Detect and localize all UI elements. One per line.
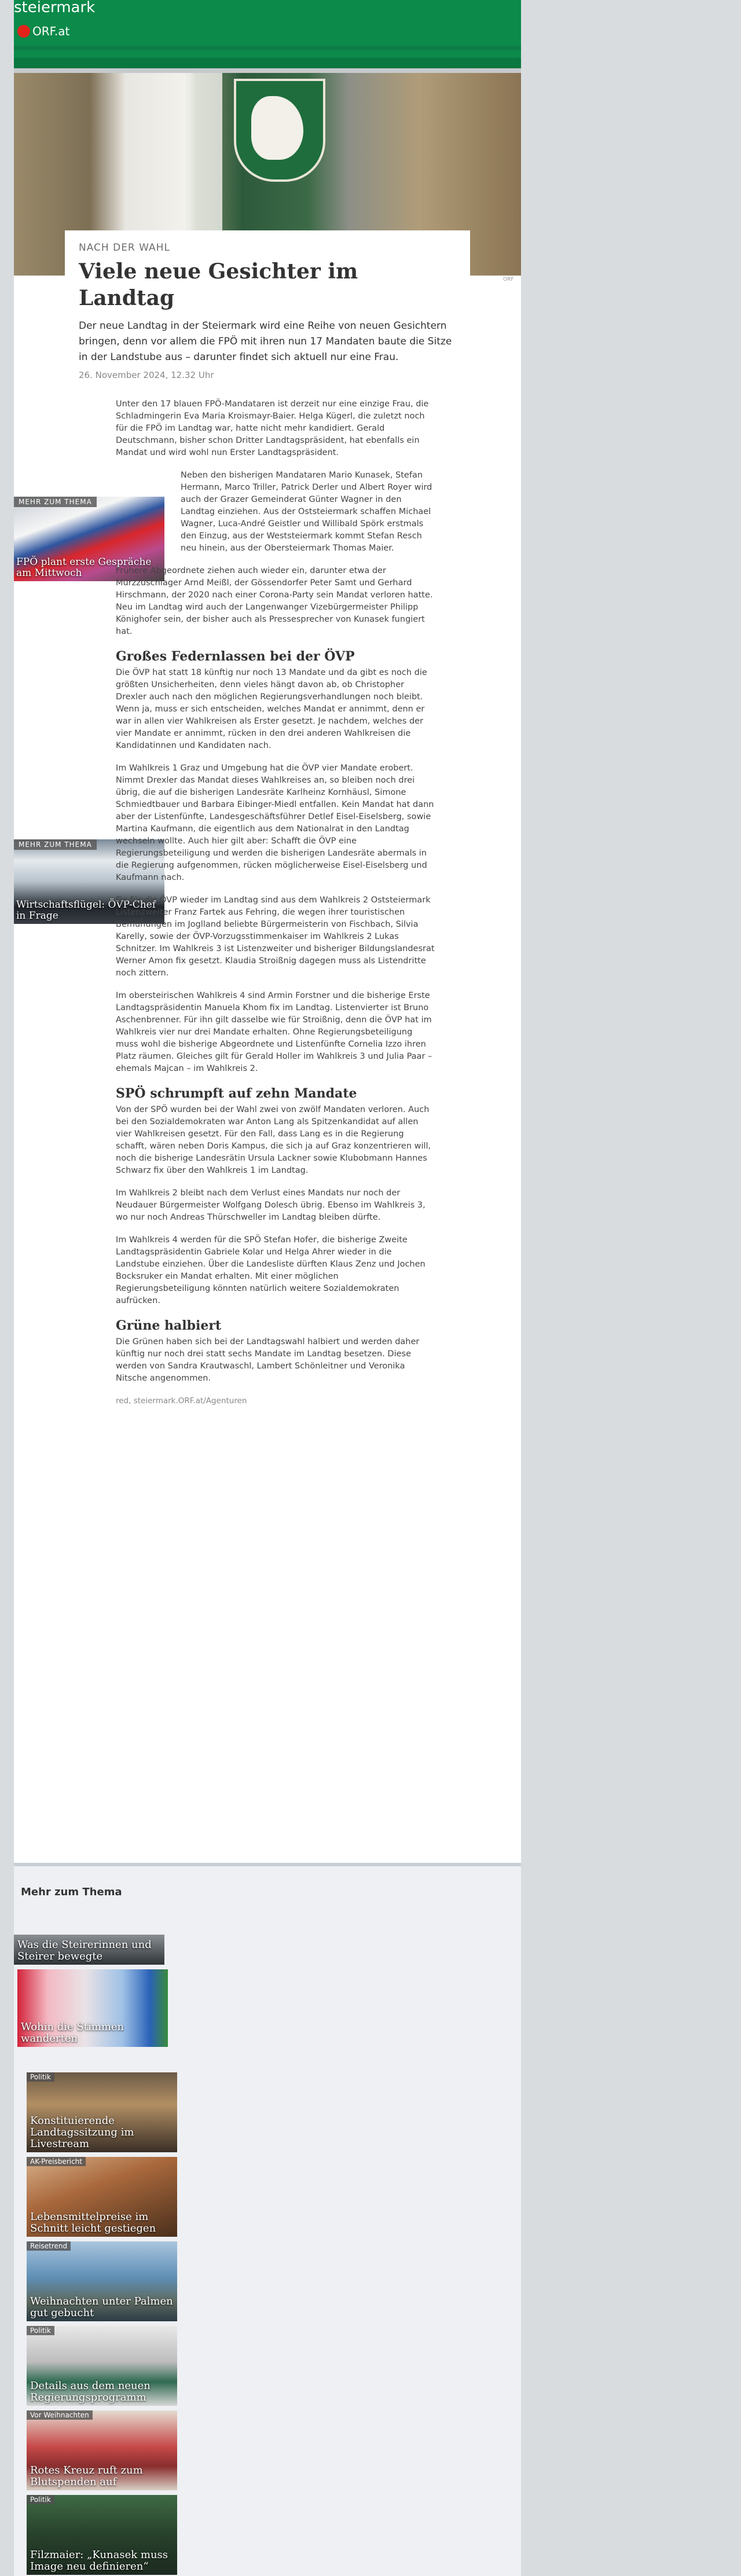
right-gutter	[521, 0, 741, 2576]
teaser-caption: Wirtschaftsflügel: ÖVP-Chef in Frage	[16, 899, 156, 922]
paragraph: Von der SPÖ wurden bei der Wahl zwei von zwölf Mandaten verloren. Auch bei den Sozialdemokraten war Anton Lang als Spitzenkandidat auf allen vier Wahlkreisen gesetzt. Für den Fall, dass Lang es in die Regierung schafft, wären neben Doris Kampus, die sich ja auf Graz konzentrieren will, noch die bisherige Landesrätin Ursula Lackner sowie Klubobmann Hannes Schwarz fix über den Wahlkreis 1 im Landtag.	[116, 1105, 431, 1175]
card-caption: Details aus dem neuen Regierungsprogramm	[30, 2380, 151, 2403]
header-band-lower	[14, 58, 521, 68]
teaser-caption: FPÖ plant erste Gespräche am Mittwoch	[16, 556, 152, 579]
card-caption: Filzmaier: „Kunasek muss Image neu definieren“	[30, 2549, 168, 2573]
more-card[interactable]	[27, 2495, 177, 2575]
paragraph: Neben den bisherigen Mandataren Mario Kunasek, Stefan Hermann, Marco Triller, Patrick Derler und Albert Royer wird auch der Grazer Gemeinderat Günter Wagner in den Landtag einziehen. Aus der Oststeiermark schaffen Michael Wagner, Luca-André Geistler und Willibald Spörk erstmals den Einzug, aus der Weststeiermark kommt Stefan Resch neu hinein, aus der Obersteiermark Thomas Maier.	[181, 471, 432, 553]
paragraph: Im Wahlkreis 1 Graz und Umgebung hat die ÖVP vier Mandate erobert. Nimmt Drexler das Mandat dieses Wahlkreises an, so bleiben noch drei übrig, die auf die bisherigen Landesräte Karlheinz Kornhäusl, Simone Schmiedtbauer und Barbara Eibinger-Miedl entfallen. Kein Mandat hat dann aber der Listenfünfte, Landesgeschäftsführer Detlef Eisel-Eiselsberg, sowie Martina Kaufmann, die eigentlich aus dem Nationalrat in den Landtag wechseln wollte. Auch hier gilt aber: Schafft die ÖVP eine Regierungsbeteiligung und werden die bisherigen Landesräte abermals in die Regierung aufgenommen, rücken möglicherweise Eisel-Eiselsberg und Kaufmann nach.	[116, 764, 434, 882]
section-heading: Grüne halbiert	[116, 1318, 222, 1333]
card-caption: Weihnachten unter Palmen gut gebucht	[30, 2295, 173, 2319]
orf-logo-text: ORF.at	[32, 24, 70, 38]
more-card[interactable]	[14, 1935, 164, 1965]
more-card[interactable]	[27, 2326, 177, 2406]
site-header	[14, 0, 521, 68]
article-lead: Der neue Landtag in der Steiermark wird eine Reihe von neuen Gesichtern bringen, denn vor allem die FPÖ mit ihren nun 17 Mandaten baute die Sitze in der Landstube aus – darunter findet sich aktuell nur eine Frau.	[79, 320, 452, 363]
paragraph: Frühere Abgeordnete ziehen auch wieder ein, darunter etwa der Mürzzuschlager Arnd Meißl, der Gössendorfer Peter Samt und Gerhard Hirschmann, der 2020 nach einer Corona-Party sein Mandat verloren hatte. Neu im Landtag wird auch der Langenwanger Vizebürgermeister Philipp Könighofer sein, der bisher auch als Pressesprecher von Kunasek fungiert hat.	[116, 566, 433, 636]
photo-credit: ORF	[503, 277, 514, 282]
orf-dot-icon	[17, 25, 30, 38]
card-tag: AK-Preisbericht	[27, 2157, 86, 2166]
card-tag: Politik	[27, 2495, 54, 2504]
section-heading: Großes Federnlassen bei der ÖVP	[116, 649, 355, 664]
paragraph: Die ÖVP hat statt 18 künftig nur noch 13 Mandate und da gibt es noch die größten Unsicherheiten, denn vieles hängt davon ab, ob Christopher Drexler auch nach den möglichen Regierungsverhandlungen noch bleibt. Wenn ja, muss er sich entscheiden, welches Mandat er annimmt, denn er war in allen vier Wahlkreisen als Erster gesetzt. Je nachdem, welches der vier Mandate er annimmt, rücken in den drei anderen Wahlkreisen die Kandidatinnen und Kandidaten nach.	[116, 668, 427, 750]
article-source: red, steiermark.ORF.at/Agenturen	[116, 1396, 247, 1406]
paragraph: Im Wahlkreis 2 bleibt nach dem Verlust eines Mandats nur noch der Neudauer Bürgermeister Wolfgang Dolesch übrig. Ebenso im Wahlkreis 3, wo nur noch Andreas Thürschweller im Landtag bleiben dürfte.	[116, 1188, 425, 1222]
left-gutter	[0, 0, 14, 2576]
page	[14, 0, 521, 2576]
paragraph: Im obersteirischen Wahlkreis 4 sind Armin Forstner und die bisherige Erste Landtagspräsidentin Manuela Khom fix im Landtag. Listenvierter ist Bruno Aschenbrenner. Für ihn gilt dasselbe wie für Stroißnig, denn die ÖVP hat im Wahlkreis vier nur drei Mandate erhalten. Ohne Regierungsbeteiligung muss wohl die bisherige Abgeordnete und Listenfünfte Cornelia Izzo ihren Platz räumen. Gleiches gilt für Gerald Holler im Wahlkreis 3 und Julia Paar – ehemals Majcan – im Wahlkreis 2.	[116, 991, 432, 1073]
card-caption: Wohin die Stimmen wanderten	[21, 2021, 124, 2045]
more-card[interactable]	[27, 2241, 177, 2321]
more-card[interactable]	[27, 2072, 177, 2152]
more-card[interactable]	[27, 2410, 177, 2490]
card-caption: Konstituierende Landtagssitzung im Livestream	[30, 2115, 134, 2150]
paragraph: Die Grünen haben sich bei der Landtagswahl halbiert und werden daher künftig nur noch drei statt sechs Mandate im Landtag besetzen. Diese werden von Sandra Krautwaschl, Lambert Schönleitner und Veronika Nitsche angenommen.	[116, 1337, 420, 1383]
brand-title[interactable]: steiermark	[14, 0, 96, 16]
more-card[interactable]	[27, 2157, 177, 2237]
article-kicker: NACH DER WAHL	[79, 242, 170, 254]
card-tag: Politik	[27, 2326, 54, 2335]
more-title: Mehr zum Thema	[21, 1886, 122, 1898]
card-caption: Lebensmittelpreise im Schnitt leicht gestiegen	[30, 2211, 156, 2234]
article-date: 26. November 2024, 12.32 Uhr	[79, 370, 214, 380]
header-divider	[14, 68, 521, 73]
header-band	[14, 46, 521, 50]
teaser-label: MEHR ZUM THEMA	[14, 497, 97, 507]
article-title: Viele neue Gesichter im Landtag	[79, 259, 358, 310]
paragraph: Fix für die ÖVP wieder im Landtag sind aus dem Wahlkreis 2 Oststeiermark Listenzweiter Franz Fartek aus Fehring, die wegen ihrer touristischen Bemühungen im Joglland beliebte Bürgermeisterin von Fischbach, Silvia Karelly, sowie der ÖVP-Vorzugsstimmenkaiser im Wahlkreis 2 Lukas Schnitzer. Im Wahlkreis 3 ist Listenzweiter und bisheriger Bildungslandesrat Werner Amon fix gesetzt. Klaudia Stroißnig dagegen muss als Listendritte noch zittern.	[116, 896, 435, 978]
paragraph: Im Wahlkreis 4 werden für die SPÖ Stefan Hofer, die bisherige Zweite Landtagspräsidentin Gabriele Kolar und Helga Ahrer wieder in die Landstube einziehen. Über die Landesliste dürften Klaus Zenz und Jochen Bocksruker ein Mandat erhalten. Mit einer möglichen Regierungsbeteiligung könnten natürlich weitere Sozialdemokraten aufrücken.	[116, 1235, 425, 1305]
section-heading: SPÖ schrumpft auf zehn Mandate	[116, 1086, 357, 1101]
card-tag: Politik	[27, 2072, 54, 2082]
card-tag: Reisetrend	[27, 2241, 71, 2251]
more-card[interactable]	[17, 1969, 168, 2047]
article-header	[65, 230, 470, 380]
card-caption: Rotes Kreuz ruft zum Blutspenden auf	[30, 2464, 143, 2488]
paragraph: Unter den 17 blauen FPÖ-Mandataren ist derzeit nur eine einzige Frau, die Schladmingerin Eva Maria Kroismayr-Baier. Helga Kügerl, die zuletzt noch für die FPÖ im Landtag war, hatte nicht mehr kandidiert. Gerald Deutschmann, bisher schon Dritter Landtagspräsident, hat ebenfalls ein Mandat und wird wohl nun Erster Landtagspräsident.	[116, 399, 429, 457]
teaser-label: MEHR ZUM THEMA	[14, 839, 97, 850]
card-caption: Was die Steirerinnen und Steirer bewegte	[17, 1939, 152, 1962]
card-tag: Vor Weihnachten	[27, 2410, 93, 2420]
article-body	[116, 398, 435, 1418]
orf-logo[interactable]	[17, 24, 69, 38]
